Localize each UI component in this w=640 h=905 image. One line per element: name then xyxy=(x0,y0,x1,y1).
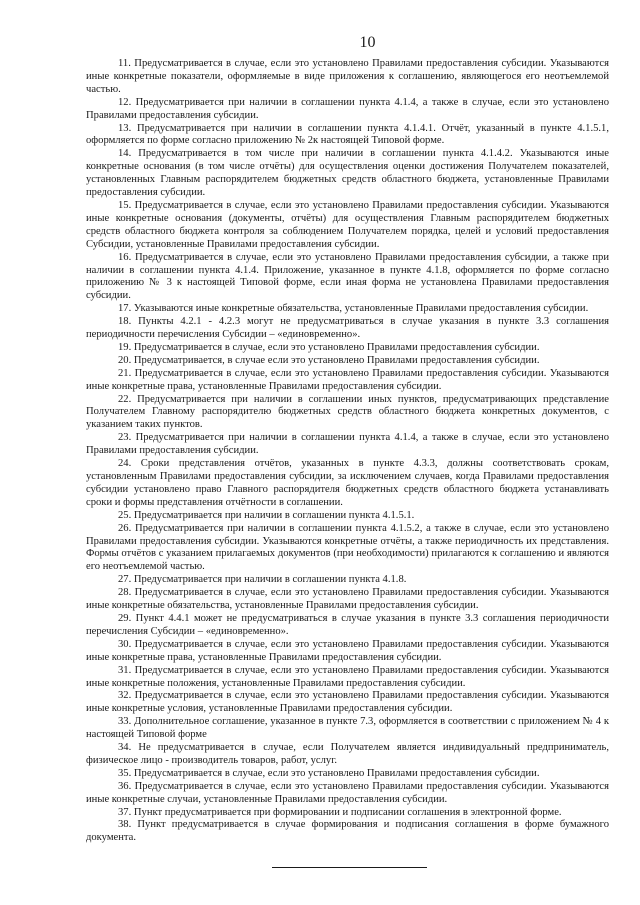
footnote-12: 12. Предусматривается при наличии в соглашении пункта 4.1.4, а также в случае, если это установлено Правилами предоставления субсидии. xyxy=(86,96,609,121)
footnote-24: 24. Сроки представления отчётов, указанных в пункте 4.3.3, должны соответствовать срокам, установленным Правилами предоставления субсидии, за исключением случаев, когда Правилами предоставления субсидии установлено право Главного распорядителя бюджетных средств областного бюджета устанавливать сроки и формы представления отчётности в соглашении. xyxy=(86,458,609,508)
footnote-25: 25. Предусматривается при наличии в соглашении пункта 4.1.5.1. xyxy=(118,509,415,521)
page-number: 10 xyxy=(359,34,376,51)
footnotes-list xyxy=(86,58,609,845)
footnote-19: 19. Предусматривается в случае, если это установлено Правилами предоставления субсидии. xyxy=(118,341,540,353)
footnote-18: 18. Пункты 4.2.1 - 4.2.3 могут не предусматриваться в случае указания в пункте 3.3 соглашения периодичности перечисления Субсидии – «единовременно». xyxy=(86,316,609,341)
footnote-37: 37. Пункт предусматривается при формировании и подписании соглашения в электронной форме. xyxy=(118,806,562,818)
footnote-28: 28. Предусматривается в случае, если это установлено Правилами предоставления субсидии. Указываются иные конкретные обязательства, установленные Правилами предоставления субсидии. xyxy=(86,587,609,612)
footnote-21: 21. Предусматривается в случае, если это установлено Правилами предоставления субсидии. Указываются иные конкретные права, установленные Правилами предоставления субсидии. xyxy=(86,367,609,392)
footnote-20: 20. Предусматривается, в случае если это установлено Правилами предоставления субсидии. xyxy=(118,354,540,366)
footnote-26: 26. Предусматривается при наличии в соглашении пункта 4.1.5.2, а также в случае, если это установлено Правилами предоставления субсидии. Указываются конкретные отчёты, а также периодичность их представления. Формы отчётов с указанием прилагаемых документов (при необходимости) прилагаются к соглашению и являются его неотъемлемой частью. xyxy=(86,522,609,573)
footnote-22: 22. Предусматривается при наличии в соглашении иных пунктов, предусматривающих представление Получателем Главному распорядителю бюджетных средств областного бюджета конкретных документов, с указанием таких пунктов. xyxy=(86,393,609,431)
footnote-38: 38. Пункт предусматривается в случае формирования и подписания соглашения в форме бумажного документа. xyxy=(86,819,609,844)
footnote-29: 29. Пункт 4.4.1 может не предусматриваться в случае указания в пункте 3.3 соглашения периодичности перечисления Субсидии – «единовременно». xyxy=(86,612,609,637)
footnote-13: 13. Предусматривается при наличии в соглашении пункта 4.1.4.1. Отчёт, указанный в пункте 4.1.5.1, оформляется по форме согласно приложению № 2к настоящей Типовой форме. xyxy=(86,122,609,147)
footnote-32: 32. Предусматривается в случае, если это установлено Правилами предоставления субсидии. Указываются иные конкретные условия, установленные Правилами предоставления субсидии. xyxy=(86,690,609,715)
footnote-27: 27. Предусматривается при наличии в соглашении пункта 4.1.8. xyxy=(118,574,407,586)
footnote-17: 17. Указываются иные конкретные обязательства, установленные Правилами предоставления субсидии. xyxy=(118,303,589,315)
footnote-36: 36. Предусматривается в случае, если это установлено Правилами предоставления субсидии. Указываются иные конкретные случаи, установленные Правилами предоставления субсидии. xyxy=(86,780,609,805)
footnote-11: 11. Предусматривается в случае, если это установлено Правилами предоставления субсидии. Указываются иные конкретные показатели, оформляемые в виде приложения к соглашению, являющегося его неотъемлемой частью. xyxy=(86,58,609,95)
footnote-23: 23. Предусматривается при наличии в соглашении пункта 4.1.4, а также в случае, если это установлено Правилами предоставления субсидии. xyxy=(86,432,609,457)
footnote-15: 15. Предусматривается в случае, если это установлено Правилами предоставления субсидии. Указываются иные конкретные основания (документы, отчёты) для осуществления Главным распорядителем бюджетных средств областного бюджета контроля за соблюдением Получателем порядка, целей и условий предоставления Субсидии, установленные Правилами предоставления субсидии. xyxy=(86,199,609,250)
footnote-33: 33. Дополнительное соглашение, указанное в пункте 7.3, оформляется в соответствии с приложением № 4 к настоящей Типовой форме xyxy=(86,716,609,741)
footnote-35: 35. Предусматривается в случае, если это установлено Правилами предоставления субсидии. xyxy=(118,767,540,779)
footnote-31: 31. Предусматривается в случае, если это установлено Правилами предоставления субсидии. Указываются иные конкретные положения, установленные Правилами предоставления субсидии. xyxy=(86,664,609,689)
footnote-30: 30. Предусматривается в случае, если это установлено Правилами предоставления субсидии. Указываются иные конкретные права, установленные Правилами предоставления субсидии. xyxy=(86,638,609,663)
footer-rule xyxy=(272,867,427,868)
footnote-34: 34. Не предусматривается в случае, если Получателем является индивидуальный предприниматель, физическое лицо - производитель товаров, работ, услуг. xyxy=(86,742,609,766)
footnote-14: 14. Предусматривается в том числе при наличии в соглашении пункта 4.1.4.2. Указываются иные конкретные основания (в том числе отчёты) для осуществления оценки достижения Получателем показателей, установленных Главным распорядителем бюджетных средств областного бюджета, установленные Правилами предоставления субсидии. xyxy=(86,148,609,199)
footnote-16: 16. Предусматривается в случае, если это установлено Правилами предоставления субсидии, а также при наличии в соглашении пункта 4.1.4. Приложение, указанное в пункте 4.1.8, оформляется по форме согласно приложению № 3 к настоящей Типовой форме, если иная форма не установлена Правилами предоставления субсидии. xyxy=(86,251,609,302)
